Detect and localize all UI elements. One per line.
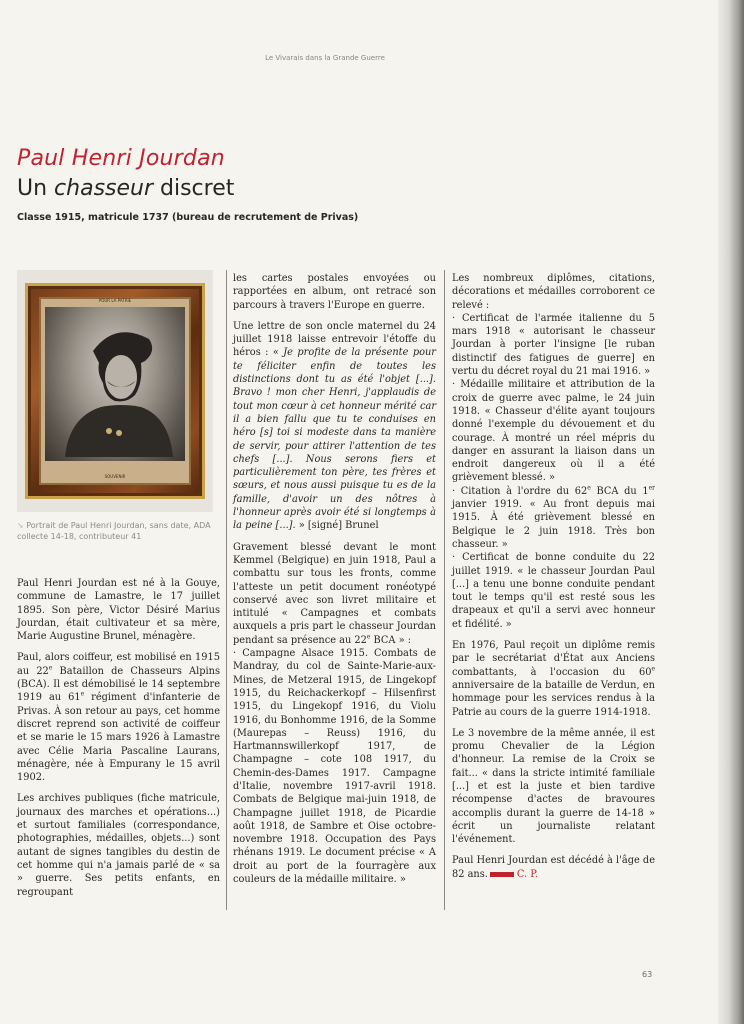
portrait-caption: ➘ Portrait de Paul Henri Jourdan, sans date, ADA collecte 14-18, contributeur 41 — [17, 521, 211, 541]
paragraph: Paul Henri Jourdan est né à la Gouye, commune de Lamastre, le 17 juillet 1895. Son père, Victor Désiré Marius Jourdan, était cultivateur et sa mère, Marie Augustine Brunel, ménagère. — [17, 578, 220, 643]
column-rule — [226, 270, 227, 910]
portrait-mat — [39, 297, 191, 485]
text-column-2 — [233, 272, 436, 886]
caption-arrow-icon: ➘ — [17, 521, 24, 530]
paragraph: · Certificat de bonne conduite du 22 juillet 1919. « le chasseur Jourdan Paul [...] a tenu une bonne conduite pendant tout le temps qu'il est resté sous les drapeaux et qu'il a servi avec honneur et fidélité. » — [452, 552, 655, 630]
article-tagline: Un chasseur discret — [17, 176, 235, 201]
soldier-silhouette — [45, 307, 185, 457]
paragraph: · Campagne Alsace 1915. Combats de Mandray, du col de Sainte-Marie-aux-Mines, de Metzeral 1915, de Lingekopf 1915, du Reichackerkopf – Hilsenfirst 1915, du Lingekopf 1916, du Violu 1916, du Bonhomme 1916, de la Somme (Maurepas – Reuss) 1916, du Hartmannswillerkopf 1917, de Champagne – cote 108 1917, du Chemin-des-Dames 1917. Campagne d'Italie, novembre 1917-avril 1918. Combats de Belgique mai-juin 1918, de Champagne juillet 1918, de Picardie août 1918, de Sambre et Oise octobre-novembre 1918. Occupation des Pays rhénans 1919. Le document précise « A droit au port de la fourragère aux couleurs de la médaille militaire. » — [233, 648, 436, 886]
paragraph: Paul, alors coiffeur, est mobilisé en 1915 au 22e Bataillon de Chasseurs Alpins (BCA). Il est démobilisé le 14 septembre 1919 au 61e régiment d'infanterie de Privas. À son retour au pays, cet homme discret reprend son activité de coiffeur et se marie le 15 mars 1926 à Lamastre avec Célie Maria Pascaline Laurans, ménagère, née à Empurany le 15 avril 1902. — [17, 652, 221, 784]
portrait-photo — [45, 307, 185, 461]
article-title: Paul Henri Jourdan — [17, 146, 225, 171]
photo-badge-text: POUR LA PATRIE — [98, 298, 132, 303]
paragraph: En 1976, Paul reçoit un diplôme remis par le secrétariat d'État aux Anciens combattants, à l'occasion du 60e anniversaire de la bataille de Verdun, en hommage pour les services rendus à la Patrie au cours de la guerre 1914-1918. — [452, 640, 655, 718]
paragraph: Les nombreux diplômes, citations, décorations et médailles corroborent ce relevé : — [452, 273, 655, 311]
page-gutter-shadow — [718, 0, 744, 1024]
portrait-image — [17, 270, 213, 512]
photo-plate-text: SOUVENIR — [104, 474, 126, 479]
paragraph: les cartes postales envoyées ou rapportées en album, ont retracé son parcours à travers l'Europe en guerre. — [233, 273, 436, 311]
running-head: Le Vivarais dans la Grande Guerre — [265, 54, 385, 62]
closing-paragraph: Paul Henri Jourdan est décédé à l'âge de 82 ans. C. P. — [452, 855, 655, 880]
paragraph: · Citation à l'ordre du 62e BCA du 1er janvier 1919. « Au front depuis mai 1915. À été grièvement blessé en Belgique le 2 juin 1918. Très bon chasseur. » — [452, 484, 656, 550]
paragraph: · Médaille militaire et attribution de la croix de guerre avec palme, le 24 juin 1918. « Chasseur d'élite ayant toujours donné l'exemple du dévouement et du courage. À montré un réel mépris du danger en assurant la liaison dans un endroit dangereux où il a été grièvement blessé. » — [452, 379, 655, 484]
article-subtitle: Classe 1915, matricule 1737 (bureau de recrutement de Privas) — [17, 212, 359, 223]
text-column-1 — [17, 577, 220, 899]
paragraph: Gravement blessé devant le mont Kemmel (Belgique) en juin 1918, Paul a combattu sur tous les fronts, comme l'atteste un petit document ronéotypé conservé avec son livret militaire et intitulé « Campagnes et combats auxquels a pris part le chasseur Jourdan pendant sa présence au 22e BCA » : — [233, 541, 436, 646]
signature-bar — [490, 872, 514, 877]
paragraph: · Certificat de l'armée italienne du 5 mars 1918 « autorisant le chasseur Jourdan à porter l'insigne [le ruban distinctif des fatigues de guerre] en vertu du décret royal du 21 mai 1916. » — [452, 312, 655, 378]
paragraph: Une lettre de son oncle maternel du 24 juillet 1918 laisse entrevoir l'étoffe du héros : « Je profite de la présente pour te féliciter enfin de toutes les distinctions dont tu as été l'objet [...]. Bravo ! mon cher Henri, j'applaudis de tout mon cœur à cet honneur mérité car il a bien fallu que tu te conduises en héro [s] toi si modeste dans ta manière de servir, pour attirer l'attention de tes chefs [...]. Nous serons fiers et particulièrement ton père, tes frères et sœurs, et nous aussi puisque tu es de la famille, d'avoir un des nôtres à l'honneur après avoir été si longtemps à la peine [...]. » [signé] Brunel — [233, 320, 436, 532]
page-number: 63 — [642, 970, 653, 979]
portrait-frame — [25, 283, 205, 499]
paragraph: Le 3 novembre de la même année, il est promu Chevalier de la Légion d'honneur. La remise de la Croix se fait... « dans la stricte intimité familiale [...] et est la juste et bien tardive récompense d'actes de bravoures accomplis durant la guerre de 14-18 » écrit un journaliste relatant l'événement. — [452, 727, 655, 846]
author-signature: C. P. — [516, 868, 538, 880]
column-rule — [444, 270, 445, 910]
paragraph: Les archives publiques (fiche matricule, journaux des marches et opérations...) et surtout familiales (correspondance, photographies, médailles, objets...) sont autant de signes tangibles du destin de cet homme qui n'a jamais parlé de « sa » guerre. Ses petits enfants, en regroupant — [17, 793, 220, 898]
text-column-3 — [452, 272, 655, 881]
